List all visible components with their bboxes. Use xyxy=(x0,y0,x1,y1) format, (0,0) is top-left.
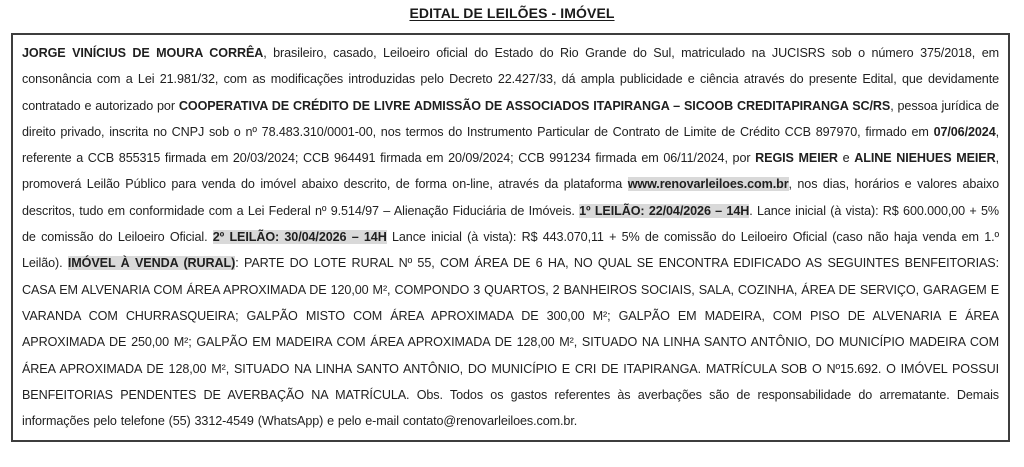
property-description: : PARTE DO LOTE RURAL Nº 55, COM ÁREA DE 6 HA, NO QUAL SE ENCONTRA EDIFICADO AS SEGUINTES BENFEITORIAS: CASA EM ALVENARIA COM ÁREA APROXIMADA DE 120,00 M², COMPONDO 3 QUARTOS, 2 BANHEIROS SOCIAIS, SALA, COZINHA, ÁREA DE SERVIÇO, GARAGEM E VARANDA COM CHURRASQUEIRA; GALPÃO MISTO COM ÁREA APROXIMADA DE 300,00 M²; GALPÃO EM MADEIRA, COM PISO DE ALVENARIA E ÁREA APROXIMADA DE 250,00 M²; GALPÃO EM MADEIRA COM ÁREA APROXIMADA DE 128,00 M², SITUADO NA LINHA SANTO ANTÔNIO, DO MUNICÍPIO MADEIRA COM ÁREA APROXIMADA DE 128,00 M², SITUADO NA LINHA SANTO ANTÔNIO, DO MUNICÍPIO E CRI DE ITAPIRANGA. MATRÍCULA SOB O Nº15.692. O IMÓVEL POSSUI BENFEITORIAS PENDENTES DE AVERBAÇÃO NA MATRÍCULA. Obs. Todos os gastos referentes às averbações são de responsabilidade do arrematante. Demais informações pelo telefone (55) 3312-4549 (WhatsApp) e pelo e-mail contato@renovarleiloes.com.br. xyxy=(22,256,1000,429)
creditor-name: COOPERATIVA DE CRÉDITO DE LIVRE ADMISSÃO DE ASSOCIADOS ITAPIRANGA – SICOOB CREDITAPIRANGA SC/RS xyxy=(178,98,891,113)
debtor-name-2: ALINE NIEHUES MEIER xyxy=(854,151,996,166)
second-auction-date: 2º LEILÃO: 30/04/2026 – 14H xyxy=(212,230,387,245)
edital-body-box xyxy=(11,33,1010,442)
text-run: e xyxy=(837,151,855,166)
text-run: , brasileiro, casado, Leiloeiro oficial do Estado do Rio Grande do Sul, matriculado na JUCISRS sob o número 375/2018, em consonância com a Lei 21.981/32, com as modificações introduzidas pelo Decreto 22.427/33, dá ampla publicidade e ciência através do presente Edital, que devidamente contratado e autorizado por xyxy=(22,46,999,113)
debtor-name-1: REGIS MEIER xyxy=(755,151,838,166)
document-title: EDITAL DE LEILÕES - IMÓVEL xyxy=(409,5,615,21)
edital-paragraph xyxy=(22,40,999,434)
contract-date: 07/06/2024 xyxy=(933,124,996,139)
text-run: . Lance inicial (à vista): R$ 600.000,00 + 5% de comissão do Leiloeiro Oficial. xyxy=(22,203,999,245)
text-run: , promoverá Leilão Público para venda do imóvel abaixo descrito, de forma on-line, através da plataforma xyxy=(22,151,1000,192)
property-label: IMÓVEL À VENDA (RURAL) xyxy=(67,256,236,271)
text-run: , pessoa jurídica de direito privado, inscrita no CNPJ sob o nº 78.483.310/0001-00, nos termos do Instrumento Particular de Contrato de Limite de Crédito CCB 897970, firmado em xyxy=(22,98,1000,139)
text-run: , nos dias, horários e valores abaixo descritos, tudo em conformidade com a Lei Federal nº 9.514/97 – Alienação Fiduciária de Imóveis. xyxy=(22,177,999,218)
first-auction-date: 1º LEILÃO: 22/04/2026 – 14H xyxy=(579,203,750,218)
text-run: , referente a CCB 855315 firmada em 20/03/2024; CCB 964491 firmada em 20/09/2024; CCB 991234 firmada em 06/11/2024, por xyxy=(22,124,999,166)
auctioneer-name: JORGE VINÍCIUS DE MOURA CORRÊA xyxy=(22,46,264,60)
platform-url: www.renovarleiloes.com.br xyxy=(627,177,789,192)
text-run: Lance inicial (à vista): R$ 443.070,11 + 5% de comissão do Leiloeiro Oficial (caso não haja venda em 1.º Leilão). xyxy=(22,230,999,271)
